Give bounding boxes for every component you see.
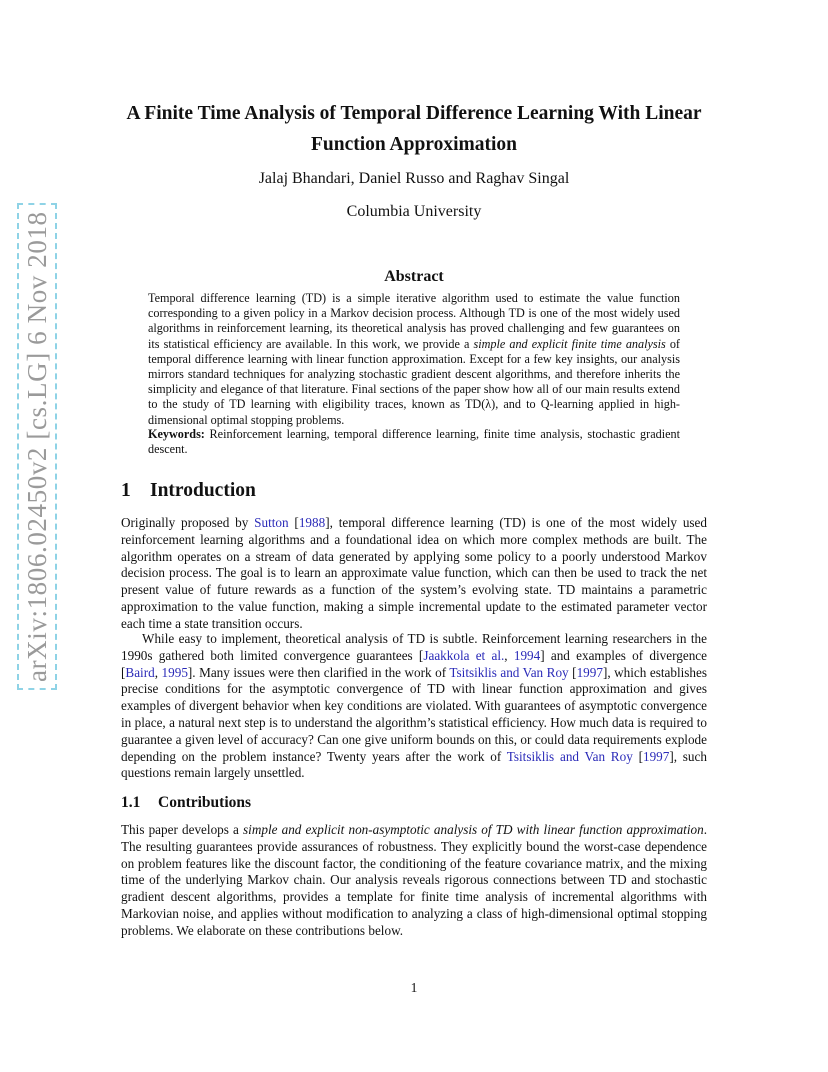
intro-paragraph-1 [121, 515, 707, 633]
abstract-heading: Abstract [384, 268, 444, 285]
arxiv-identifier-stamp: arXiv:1806.02450v2 [cs.LG] 6 Nov 2018 [17, 203, 57, 690]
keywords [148, 427, 680, 457]
citation-link-tsitsiklis-2-year[interactable]: 1997 [642, 748, 670, 764]
section-heading-introduction [121, 480, 256, 502]
text-run: , temporal difference learning (TD) is one of the most widely used reinforcement learning algorithms and a foundational idea on which more complex methods are built. The algorithm operates on a stream of data generated by applying some policy to a poorly understood Markov decision process. The goal is to learn an approximate value function, which can then be used to track the net present value of future rewards as a function of the system’s evolving state. TD maintains a parametric approximation to the value function, making a simple incremental update to the estimated parameter vector each time a state transition occurs. [121, 515, 707, 631]
text-run: ] [325, 515, 330, 530]
text-run: ] and examples of divergence [ [121, 647, 708, 680]
author-affiliation: Columbia University [346, 203, 482, 220]
citation-link-tsitsiklis[interactable]: Tsitsiklis and Van Roy [449, 664, 569, 680]
text-run: While easy to implement, theoretical analysis of TD is subtle. Reinforcement learning researchers in the 1990s gathered both limited convergence guarantees [ [121, 631, 707, 663]
text-run: [ [632, 748, 643, 764]
keywords-label: Keywords: [148, 427, 205, 441]
text-run: ]. Many issues were then clarified in the work of [187, 664, 450, 680]
abstract-text-part2: of temporal difference learning with linear function approximation. Except for a few key insights, our analysis mirrors standard techniques for analyzing stochastic gradient descent algorithms, and therefore inherits the simplicity and elegance of that literature. Final sections of the paper show how all of our main results extend to the study of TD learning with eligibility traces, known as TD(λ), and to Q-learning applied in high-dimensional optimal stopping problems. [148, 336, 680, 427]
subsection-heading-contributions [121, 794, 251, 812]
section-title: Introduction [150, 480, 256, 501]
citation-link-jaakkola[interactable]: Jaakkola et al. [423, 647, 505, 663]
author-list: Jalaj Bhandari, Daniel Russo and Raghav Singal [258, 170, 570, 187]
intro-paragraph-2 [121, 631, 707, 782]
keywords-list: Reinforcement learning, temporal difference learning, finite time analysis, stochastic gradient descent. [148, 427, 680, 457]
text-run: . The resulting guarantees provide assurances of robustness. They explicitly bound the worst-case dependence on problem features like the discount factor, the conditioning of the feature covariance matrix, and the mixing time of the underlying Markov chain. Our analysis reveals rigorous connections between TD and stochastic gradient descent algorithms, provides a template for finite time analysis of incremental algorithms with Markovian noise, and applies without modification to analyzing a class of high-dimensional optimal stopping problems. We elaborate on these contributions below. [121, 822, 707, 938]
subsection-title: Contributions [158, 794, 252, 811]
abstract-text [148, 291, 680, 428]
contributions-emphasis: simple and explicit non-asymptotic analysis of TD with linear function approximation [243, 822, 704, 837]
text-run: This paper develops a [121, 822, 244, 837]
page-number: 1 [410, 980, 418, 995]
citation-link-sutton[interactable]: Sutton [254, 515, 289, 530]
abstract-emphasis: simple and explicit finite time analysis [473, 336, 666, 351]
citation-link-tsitsiklis-year[interactable]: 1997 [576, 664, 603, 680]
text-run: [ [568, 664, 577, 680]
text-run: , [154, 664, 162, 680]
section-number: 1 [121, 480, 131, 501]
citation-link-baird[interactable]: Baird [125, 664, 155, 680]
text-run: Originally proposed by [121, 515, 255, 530]
contributions-paragraph [121, 822, 707, 940]
text-run: , [504, 647, 514, 663]
citation-link-tsitsiklis-2[interactable]: Tsitsiklis and Van Roy [506, 748, 633, 764]
paper-title: A Finite Time Analysis of Temporal Difference Learning With Linear Function Approximation [126, 103, 702, 155]
text-run: ], such questions remain largely unsettled. [121, 748, 707, 781]
citation-link-jaakkola-year[interactable]: 1994 [513, 647, 541, 663]
abstract-text-part1: Temporal difference learning (TD) is a simple iterative algorithm used to estimate the value function corresponding to a given policy in a Markov decision process. Although TD is one of the most widely used algorithms in reinforcement learning, its theoretical analysis has proved challenging and few guarantees on its statistical efficiency are available. In this work, we provide a [148, 291, 680, 351]
citation-link-baird-year[interactable]: 1995 [161, 664, 188, 680]
citation-link-sutton-year[interactable]: 1988 [298, 515, 326, 530]
text-run: ], which establishes precise conditions for the asymptotic convergence of TD with linear function approximation and gives examples of divergent behavior when key conditions are violated. With guarantees of asymptotic convergence in place, a natural next step is to understand the algorithm’s statistical efficiency. How much data is required to guarantee a given level of accuracy? Can one give uniform bounds on this, or could data requirements explode depending on the problem instance? Twenty years after the work of [121, 664, 707, 764]
text-run: [ [288, 515, 299, 530]
subsection-number: 1.1 [121, 794, 141, 811]
